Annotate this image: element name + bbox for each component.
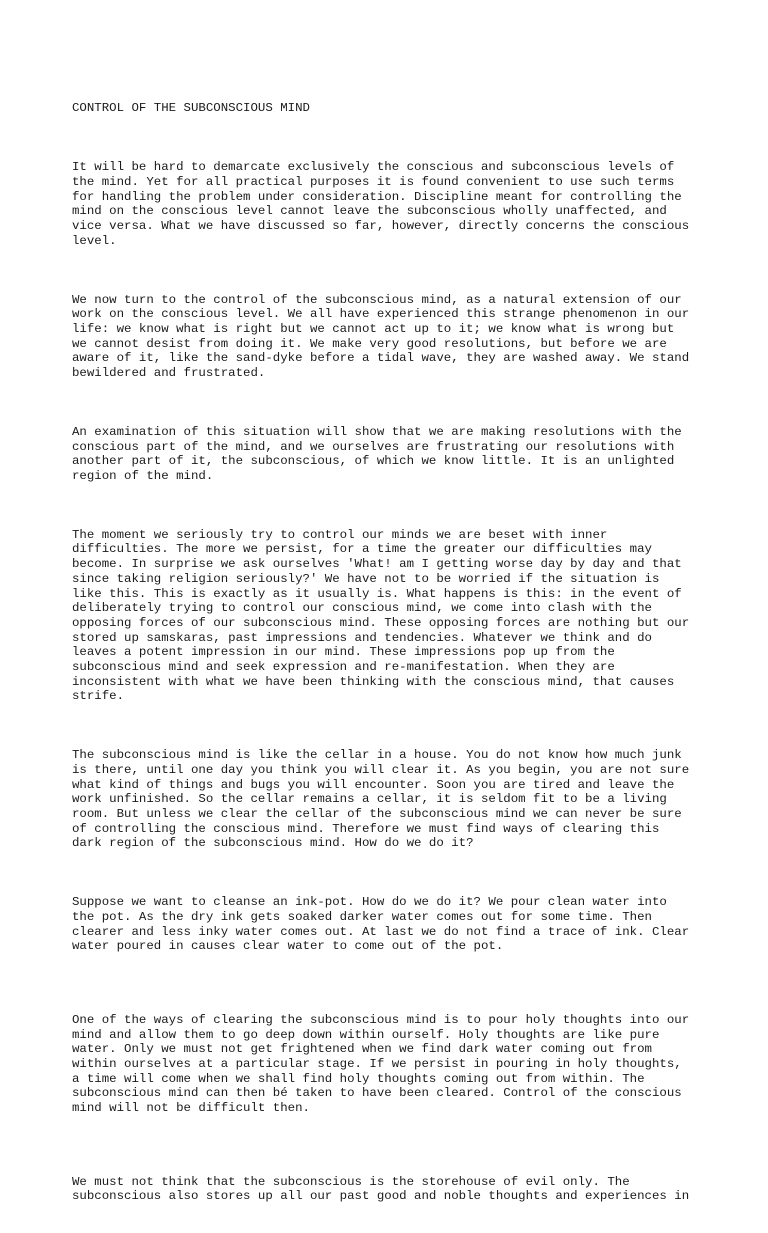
- paragraph-5: The subconscious mind is like the cellar in a house. You do not know how much junk is there, until one day you think you will clear it. As you begin, you are not sure what kind of things and bugs you will encounter. Soon you are tired and leave the work unfinished. So the cellar remains a cellar, it is seldom fit to be a living room. But unless we clear the cellar of the subconscious mind we can never be sure of controlling the conscious mind. Therefore we must find ways of clearing this dark region of the subconscious mind. How do we do it?: [72, 748, 690, 851]
- paragraph-6: Suppose we want to cleanse an ink-pot. How do we do it? We pour clean water into the pot. As the dry ink gets soaked darker water comes out for some time. Then clearer and less inky water comes out. At last we do not find a trace of ink. Clear water poured in causes clear water to come out of the pot.: [72, 895, 690, 954]
- paragraph-3: An examination of this situation will show that we are making resolutions with the conscious part of the mind, and we ourselves are frustrating our resolutions with another part of it, the subconscious, of which we know little. It is an unlighted region of the mind.: [72, 424, 682, 483]
- paragraph-7: One of the ways of clearing the subconscious mind is to pour holy thoughts into our mind and allow them to go deep down within ourself. Holy thoughts are like pure water. Only we must not get frightened when we find dark water coming out from within ourselves at a particular stage. If we persist in pouring in holy thoughts, a time will come when we shall find holy thoughts coming out from within. The subconscious mind can then bé taken to have been cleared. Control of the conscious mind will not be difficult then.: [72, 1012, 690, 1116]
- paragraph-2: We now turn to the control of the subconscious mind, as a natural extension of our work on the conscious level. We all have experienced this strange phenomenon in our life: we know what is right but we cannot act up to it; we know what is wrong but we cannot desist from doing it. We make very good resolutions, but before we are aware of it, like the sand-dyke before a tidal wave, they are washed away. We stand bewildered and frustrated.: [72, 292, 690, 381]
- paragraph-1: It will be hard to demarcate exclusively the conscious and subconscious levels of the mind. Yet for all practical purposes it is found convenient to use such terms for handling the problem under consideration. Discipline meant for controlling the mind on the conscious level cannot leave the subconscious wholly unaffected, and vice versa. What we have discussed so far, however, directly concerns the conscious level.: [72, 160, 690, 248]
- page-title: CONTROL OF THE SUBCONSCIOUS MIND: [72, 101, 310, 116]
- document-page: [72, 72, 712, 1233]
- paragraph-8: We must not think that the subconscious is the storehouse of evil only. The subconscious also stores up all our past good and noble thoughts and experiences in: [72, 1174, 690, 1204]
- paragraph-4: The moment we seriously try to control our minds we are beset with inner difficulties. The more we persist, for a time the greater our difficulties may become. In surprise we ask ourselves 'What! am I getting worse day by day and that since taking religion seriously?' We have not to be worried if the situation is like this. This is exactly as it usually is. What happens is this: in the event of deliberately trying to control our conscious mind, we come into clash with the opposing forces of our subconscious mind. These opposing forces are nothing but our stored up samskaras, past impressions and tendencies. Whatever we think and do leaves a potent impression in our mind. These impressions pop up from the subconscious mind and seek expression and re-manifestation. When they are inconsistent with what we have been thinking with the conscious mind, that causes strife.: [72, 527, 690, 704]
